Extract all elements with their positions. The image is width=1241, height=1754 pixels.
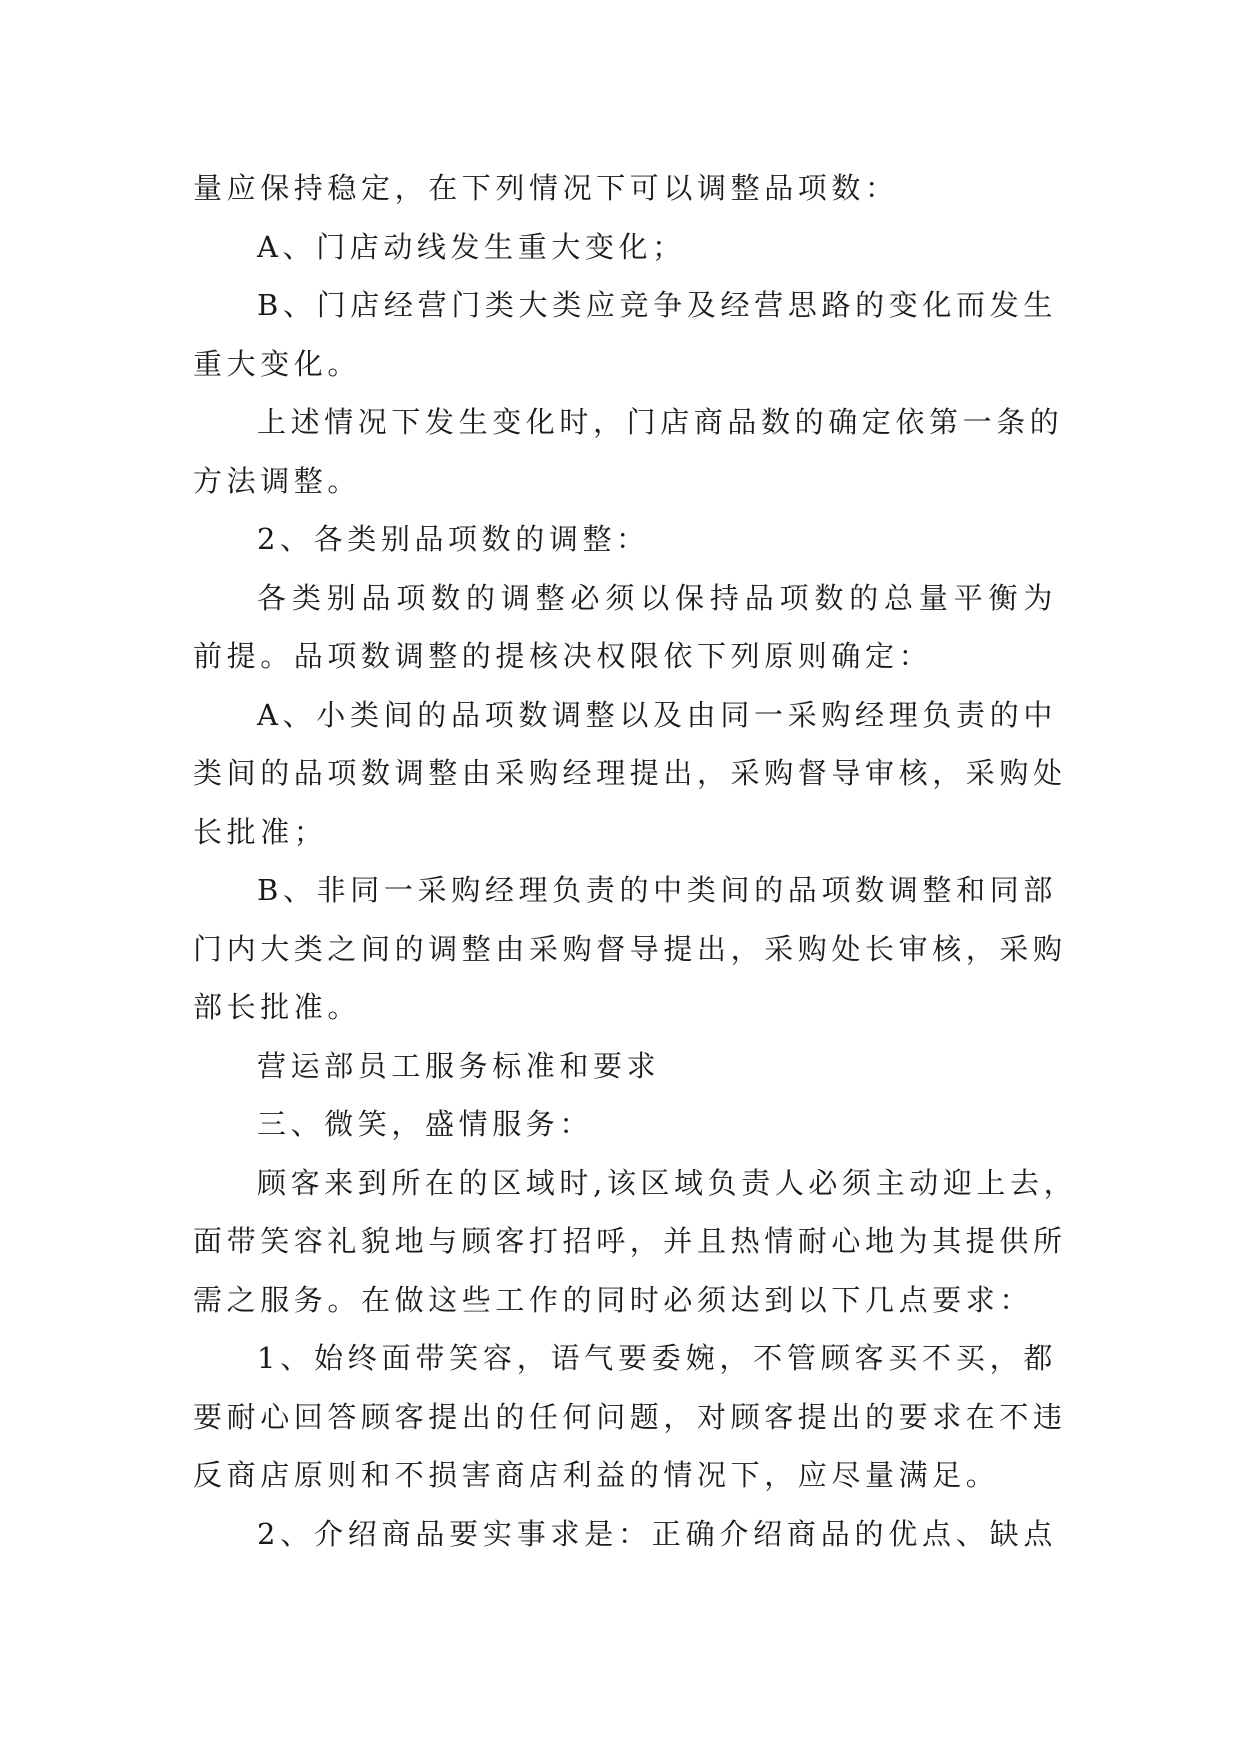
text-line: 各类别品项数的调整必须以保持品项数的总量平衡为 <box>257 580 1057 615</box>
text-line: B、门店经营门类大类应竞争及经营思路的变化而发生 <box>257 288 1057 322</box>
text-line: 量应保持稳定，在下列情况下可以调整品项数： <box>193 171 899 205</box>
text-line: 长批准； <box>193 814 328 849</box>
text-line: 2、介绍商品要实事求是：正确介绍商品的优点、缺点 <box>257 1516 1057 1551</box>
text-line: A、小类间的品项数调整以及由同一采购经理负责的中 <box>257 697 1057 732</box>
text-line: 门内大类之间的调整由采购督导提出，采购处长审核，采购 <box>193 931 1067 966</box>
body-text <box>193 159 1078 1563</box>
text-line: 上述情况下发生变化时，门店商品数的确定依第一条的 <box>257 405 1064 439</box>
text-line: 1、始终面带笑容，语气要委婉，不管顾客买不买，都 <box>257 1341 1057 1375</box>
text-line: 类间的品项数调整由采购经理提出，采购督导审核，采购处 <box>193 756 1067 790</box>
text-line: 部长批准。 <box>193 990 362 1024</box>
text-line: 面带笑容礼貌地与顾客打招呼，并且热情耐心地为其提供所 <box>193 1224 1067 1258</box>
text-line: 前提。品项数调整的提核决权限依下列原则确定： <box>193 639 933 673</box>
text-line: 重大变化。 <box>193 346 362 381</box>
section-heading: 营运部员工服务标准和要求 <box>257 1048 661 1083</box>
subsection-heading: 三、微笑，盛情服务： <box>257 1107 594 1141</box>
text-line: 需之服务。在做这些工作的同时必须达到以下几点要求： <box>193 1282 1034 1317</box>
text-line: 顾客来到所在的区域时,该区域负责人必须主动迎上去， <box>257 1165 1078 1200</box>
text-line: 2、各类别品项数的调整： <box>257 522 650 556</box>
text-line: 反商店原则和不损害商店利益的情况下，应尽量满足。 <box>193 1458 1000 1492</box>
text-line: 要耐心回答顾客提出的任何问题，对顾客提出的要求在不违 <box>193 1399 1067 1434</box>
text-line: A、门店动线发生重大变化； <box>257 229 686 264</box>
text-line: B、非同一采购经理负责的中类间的品项数调整和同部 <box>257 873 1057 907</box>
text-line: 方法调整。 <box>193 463 362 498</box>
